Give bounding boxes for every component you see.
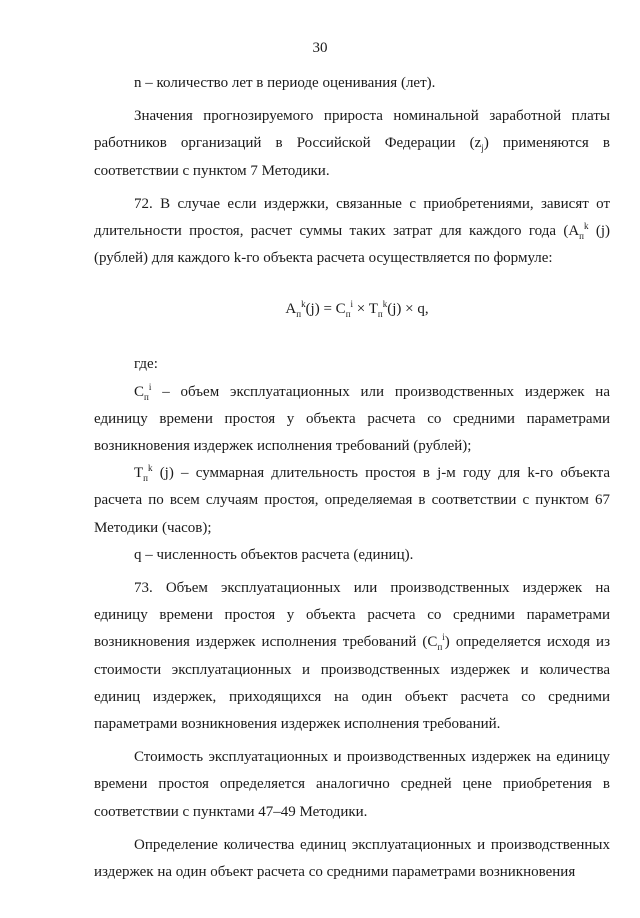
paragraph-73: 73. Объем эксплуатационных или производственных издержек на единицу времени простоя у объекта расчета со средними параметрами возникновения издержек исполнения требований $(C_п^i)$ определяется исходя из стоимости эксплуатационных и производственных издержек и количества единиц издержек, приходящихся на один объект расчета со средними параметрами возникновения издержек исполнения требований.: [94, 580, 610, 733]
formula: $A_п^k(j) = C_п^i \times T_п^k(j) \times q$,: [285, 299, 429, 320]
definition-c: $C_п^i$ – объем эксплуатационных или производственных издержек на единицу времени простоя у объекта расчета со средними параметрами возникновения издержек исполнения требований (рублей);: [94, 381, 610, 455]
paragraph-n-definition: n – количество лет в периоде оценивания (лет).: [134, 75, 436, 91]
paragraph-cost: Стоимость эксплуатационных и производственных издержек на единицу времени простоя определяется аналогично средней цене приобретения в соответствии с пунктами 47–49 Методики.: [94, 749, 610, 820]
where-label: где:: [134, 356, 158, 373]
paragraph-count: Определение количества единиц эксплуатационных и производственных издержек на один объект расчета со средними параметрами возникновения: [94, 836, 610, 881]
page-number: 30: [312, 40, 328, 56]
document-body: [94, 70, 610, 886]
definition-t: $T_п^k$ (j) – суммарная длительность простоя в j-м году для k-го объекта расчета по всем случаям простоя, определяемая в соответствии с пунктом 67 Методики (часов);: [94, 463, 610, 536]
definition-q: q – численность объектов расчета (единиц).: [134, 546, 414, 563]
paragraph-wage-growth: Значения прогнозируемого прироста номинальной заработной платы работников организаций в Российской Федерации $(z_j)$ применяются в соответствии с пунктом 7 Методики.: [94, 108, 611, 179]
paragraph-72: 72. В случае если издержки, связанные с приобретениями, зависят от длительности простоя, расчет суммы таких затрат для каждого года ($A_п^k$ (j) (рублей) для каждого k-го объекта расчета осуществляется по формуле:: [94, 195, 610, 267]
